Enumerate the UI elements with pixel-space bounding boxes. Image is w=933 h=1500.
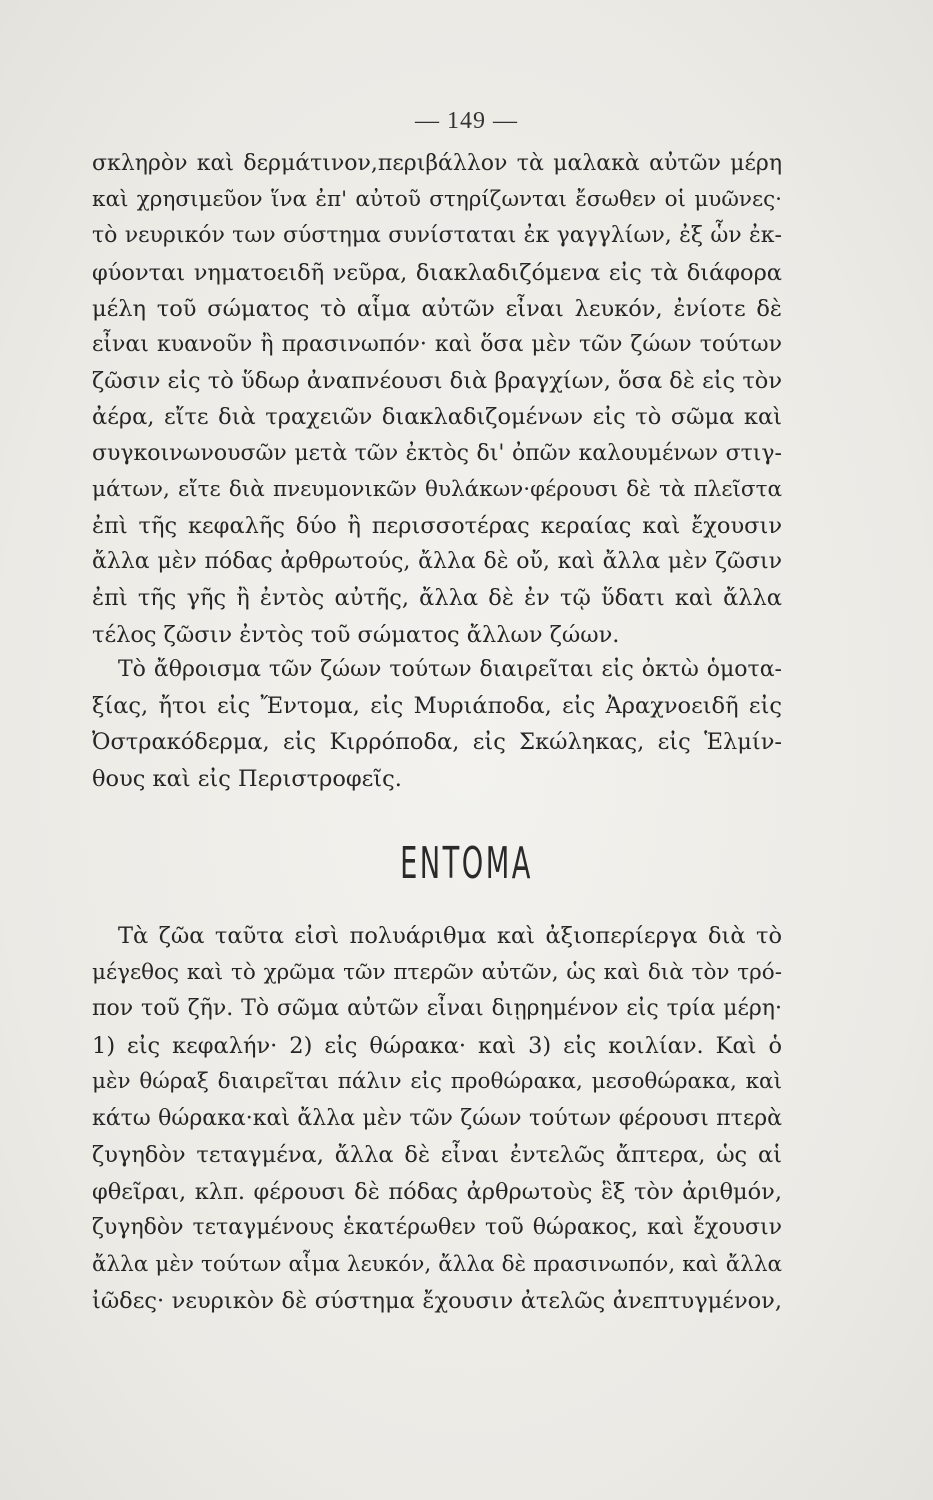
page-number: — 149 — bbox=[415, 108, 518, 134]
text-line: ἐπὶ τῆς γῆς ἢ ἐντὸς αὐτῆς, ἄλλα δὲ ἐν τῷ ὕδατι καὶ ἄλλα bbox=[92, 585, 782, 612]
text-line: Τὰ ζῶα ταῦτα εἰσὶ πολυάριθμα καὶ ἀξιοπερίεργα διὰ τὸ bbox=[118, 923, 782, 949]
text-line: τὸ νευρικόν των σύστημα συνίσταται ἐκ γαγγλίων, ἐξ ὧν ἐκ- bbox=[92, 223, 782, 249]
section-heading: ΕΝΤΟΜΑ bbox=[400, 838, 533, 889]
text-line: φύονται νηματοειδῆ νεῦρα, διακλαδιζόμενα εἰς τὰ διάφορα bbox=[92, 259, 782, 286]
text-line: σκληρὸν καὶ δερμάτινον,περιβάλλον τὰ μαλακὰ αὐτῶν μέρη bbox=[92, 151, 782, 176]
text-line: εἶναι κυανοῦν ἢ πρασινωπόν· καὶ ὅσα μὲν τῶν ζώων τούτων bbox=[92, 332, 782, 357]
text-line: ἄλλα μὲν τούτων αἷμα λευκόν, ἄλλα δὲ πρασινωπόν, καὶ ἄλλα bbox=[92, 1251, 782, 1277]
text-line: πον τοῦ ζῆν. Τὸ σῶμα αὐτῶν εἶναι διῃρημένον εἰς τρία μέρη· bbox=[92, 996, 782, 1021]
text-line: Ὀστρακόδερμα, εἰς Κιρρόποδα, εἰς Σκώληκας, εἰς Ἑλμίν- bbox=[92, 729, 782, 756]
text-line: μάτων, εἴτε διὰ πνευμονικῶν θυλάκων·φέρουσι δὲ τὰ πλεῖστα bbox=[92, 476, 782, 502]
text-line: φθεῖραι, κλπ. φέρουσι δὲ πόδας ἀρθρωτοὺς ἓξ τὸν ἀριθμόν, bbox=[92, 1178, 782, 1205]
text-line: ξίας, ἤτοι εἰς Ἔντομα, εἰς Μυριάποδα, εἰς Ἀραχνοειδῆ εἰς bbox=[92, 693, 782, 720]
text-line: ζυγηδὸν τεταγμένα, ἄλλα δὲ εἶναι ἐντελῶς ἄπτερα, ὡς αἱ bbox=[92, 1142, 782, 1168]
text-line: κάτω θώρακα·καὶ ἄλλα μὲν τῶν ζώων τούτων φέρουσι πτερὰ bbox=[92, 1105, 782, 1131]
text-line: θους καὶ εἰς Περιστροφεῖς. bbox=[92, 765, 402, 792]
text-line: τέλος ζῶσιν ἐντὸς τοῦ σώματος ἄλλων ζώων. bbox=[92, 621, 620, 648]
text-line: ἀέρα, εἴτε διὰ τραχειῶν διακλαδιζομένων εἰς τὸ σῶμα καὶ bbox=[92, 404, 782, 431]
text-line: καὶ χρησιμεῦον ἵνα ἐπ' αὐτοῦ στηρίζωνται ἔσωθεν οἱ μυῶνες· bbox=[92, 187, 782, 213]
text-line: μέγεθος καὶ τὸ χρῶμα τῶν πτερῶν αὐτῶν, ὡς καὶ διὰ τὸν τρό- bbox=[92, 959, 782, 985]
text-line: ἄλλα μὲν πόδας ἀρθρωτούς, ἄλλα δὲ οὔ, καὶ ἄλλα μὲν ζῶσιν bbox=[92, 549, 782, 575]
text-line: ἰῶδες· νευρικὸν δὲ σύστημα ἔχουσιν ἀτελῶς ἀνεπτυγμένον, bbox=[92, 1288, 782, 1314]
text-line: συγκοινωνουσῶν μετὰ τῶν ἐκτὸς δι' ὀπῶν καλουμένων στιγ- bbox=[92, 440, 782, 466]
text-line: ζυγηδὸν τεταγμένους ἑκατέρωθεν τοῦ θώρακος, καὶ ἔχουσιν bbox=[92, 1215, 782, 1240]
text-line: μὲν θώραξ διαιρεῖται πάλιν εἰς προθώρακα, μεσοθώρακα, καὶ bbox=[92, 1069, 782, 1094]
text-line: μέλη τοῦ σώματος τὸ αἷμα αὐτῶν εἶναι λευκόν, ἐνίοτε δὲ bbox=[92, 295, 782, 322]
text-line: ζῶσιν εἰς τὸ ὕδωρ ἀναπνέουσι διὰ βραγχίων, ὅσα δὲ εἰς τὸν bbox=[92, 368, 782, 395]
text-line: Τὸ ἄθροισμα τῶν ζώων τούτων διαιρεῖται εἰς ὀκτὼ ὁμοτα- bbox=[118, 657, 782, 682]
text-line: ἐπὶ τῆς κεφαλῆς δύο ἢ περισσοτέρας κεραίας καὶ ἔχουσιν bbox=[92, 513, 782, 539]
text-line: 1) εἰς κεφαλήν· 2) εἰς θώρακα· καὶ 3) εἰς κοιλίαν. Καὶ ὁ bbox=[92, 1032, 782, 1059]
